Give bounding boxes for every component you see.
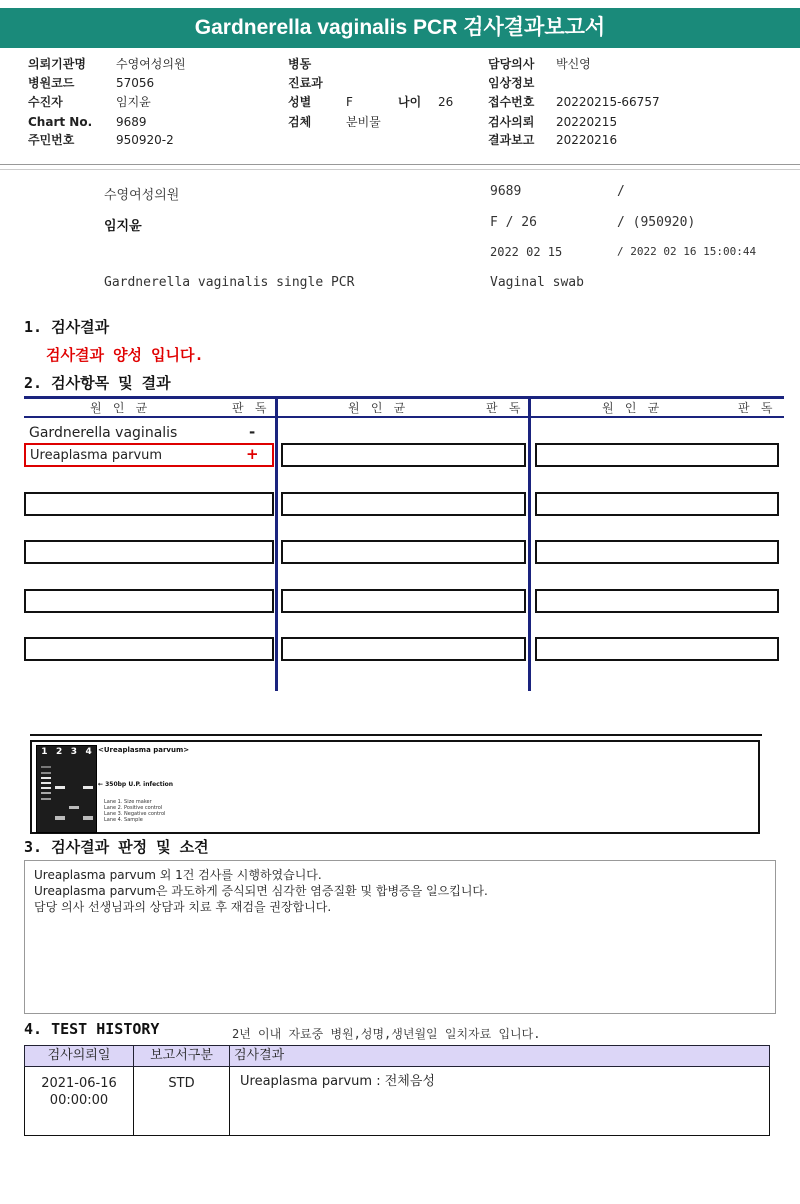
table-row bbox=[25, 1067, 770, 1136]
gel-lane-number: 3 bbox=[70, 747, 77, 757]
gel-arrow-label: ← 350bp U.P. infection bbox=[98, 781, 174, 788]
info-birth: / (950920) bbox=[617, 215, 696, 230]
result-empty-cell bbox=[281, 443, 526, 467]
gel-lane-number: 4 bbox=[85, 747, 92, 757]
gel-legend-item: Lane 3. Negative control bbox=[104, 811, 166, 817]
gel-band bbox=[83, 816, 93, 820]
col1-header-pathogen: 원 인 균 bbox=[90, 401, 150, 415]
label-department: 진료과 bbox=[288, 76, 323, 90]
label-age: 나이 bbox=[398, 95, 422, 109]
gel-legend bbox=[104, 799, 165, 823]
col2-header-judgement: 판 독 bbox=[486, 401, 523, 415]
section-1-title: 1. 검사결과 bbox=[24, 318, 110, 336]
value-resident-no: 950920-2 bbox=[116, 133, 174, 147]
result-table-header-border bbox=[24, 416, 784, 418]
result-table-divider-2 bbox=[528, 396, 531, 691]
gel-band bbox=[55, 786, 65, 789]
result-empty-cell bbox=[24, 540, 274, 564]
gel-legend-item: Lane 1. Size maker bbox=[104, 799, 152, 805]
info-sex-age: F / 26 bbox=[490, 215, 537, 230]
value-chart-no: 9689 bbox=[116, 115, 147, 129]
label-specimen: 검체 bbox=[288, 115, 312, 129]
gel-band bbox=[41, 787, 51, 789]
opinion-line: Ureaplasma parvum은 과도하게 증식되면 심각한 염증질환 및 합병증을 일으킵니다. bbox=[34, 884, 488, 898]
result-empty-cell bbox=[24, 637, 274, 661]
col1-header-judgement: 판 독 bbox=[232, 401, 269, 415]
label-chart-no: Chart No. bbox=[28, 115, 93, 129]
col2-header-pathogen: 원 인 균 bbox=[348, 401, 408, 415]
value-age: 26 bbox=[438, 95, 454, 109]
header-col-1 bbox=[28, 57, 186, 151]
result-row-1-result: - bbox=[249, 423, 256, 441]
value-receipt-no: 20220215-66757 bbox=[556, 95, 660, 109]
value-doctor: 박신영 bbox=[556, 57, 591, 71]
gel-top-rule bbox=[30, 734, 762, 736]
header-col-2 bbox=[288, 57, 453, 133]
gel-band bbox=[41, 772, 51, 774]
history-header-type: 보고서구분 bbox=[134, 1046, 230, 1067]
label-patient: 수진자 bbox=[28, 95, 63, 109]
history-cell-date bbox=[25, 1067, 134, 1136]
info-receipt-date: 2022 02 15 bbox=[490, 245, 563, 259]
label-clinical-info: 임상정보 bbox=[488, 76, 535, 90]
value-specimen: 분비물 bbox=[346, 115, 381, 129]
history-header-row bbox=[25, 1046, 770, 1067]
history-type: STD bbox=[134, 1067, 230, 1136]
col3-header-pathogen: 원 인 균 bbox=[602, 401, 662, 415]
result-empty-cell bbox=[535, 589, 779, 613]
result-empty-cell bbox=[535, 492, 779, 516]
gel-band bbox=[41, 792, 51, 794]
result-empty-cell bbox=[535, 540, 779, 564]
result-empty-cell bbox=[24, 589, 274, 613]
header-divider-2 bbox=[0, 169, 800, 170]
report-title: Gardnerella vaginalis PCR 검사결과보고서 bbox=[0, 8, 800, 48]
label-receipt-no: 접수번호 bbox=[488, 95, 535, 109]
info-test-name: Gardnerella vaginalis single PCR bbox=[104, 275, 355, 290]
gel-title: <Ureaplasma parvum> bbox=[98, 746, 190, 754]
result-table-divider-1 bbox=[275, 396, 278, 691]
col3-header-judgement: 판 독 bbox=[738, 401, 775, 415]
result-empty-cell bbox=[281, 589, 526, 613]
result-empty-cell bbox=[535, 637, 779, 661]
label-request-date: 검사의뢰 bbox=[488, 115, 535, 129]
gel-lane-number: 2 bbox=[55, 747, 63, 757]
history-header-date: 검사의뢰일 bbox=[25, 1046, 134, 1067]
info-specimen: Vaginal swab bbox=[490, 275, 584, 290]
history-header-result: 검사결과 bbox=[230, 1046, 770, 1067]
history-date: 2021-06-16 bbox=[41, 1076, 117, 1091]
label-ward: 병동 bbox=[288, 57, 312, 71]
gel-band bbox=[41, 798, 51, 800]
history-table bbox=[24, 1045, 770, 1136]
opinion-box bbox=[24, 860, 776, 1014]
info-report-datetime: / 2022 02 16 15:00:44 bbox=[617, 245, 757, 258]
result-empty-cell bbox=[281, 492, 526, 516]
section-3-title: 3. 검사결과 판정 및 소견 bbox=[24, 838, 209, 856]
gel-band bbox=[83, 786, 93, 789]
section-4-title: 4. TEST HISTORY bbox=[24, 1020, 160, 1038]
label-institution: 의뢰기관명 bbox=[28, 57, 86, 71]
history-result: Ureaplasma parvum : 전체음성 bbox=[230, 1067, 770, 1136]
gel-band bbox=[41, 782, 51, 784]
result-row-2-result: + bbox=[246, 445, 259, 463]
result-row-2-name: Ureaplasma parvum bbox=[30, 448, 163, 463]
gel-band bbox=[69, 806, 79, 809]
label-report-date: 결과보고 bbox=[488, 133, 535, 147]
opinion-line: Ureaplasma parvum 외 1건 검사를 시행하였습니다. bbox=[34, 868, 322, 882]
gel-legend-item: Lane 2. Positive control bbox=[104, 805, 163, 811]
opinion-line: 담당 의사 선생님과의 상담과 치료 후 재검을 권장합니다. bbox=[34, 900, 332, 914]
header-col-3 bbox=[488, 57, 660, 151]
gel-band bbox=[41, 777, 51, 779]
info-slash: / bbox=[617, 184, 625, 199]
value-patient: 임지윤 bbox=[116, 95, 151, 109]
history-time: 00:00:00 bbox=[49, 1093, 109, 1108]
section-1-result: 검사결과 양성 입니다. bbox=[46, 346, 204, 364]
gel-band bbox=[41, 766, 51, 768]
info-patient: 임지윤 bbox=[104, 219, 142, 234]
value-request-date: 20220215 bbox=[556, 115, 618, 129]
gel-lane-number: 1 bbox=[41, 747, 48, 757]
result-empty-cell bbox=[535, 443, 779, 467]
result-empty-cell bbox=[281, 637, 526, 661]
label-resident-no: 주민번호 bbox=[28, 133, 75, 147]
section-4-note: 2년 이내 자료중 병원,성명,생년월일 일치자료 입니다. bbox=[232, 1027, 541, 1041]
label-doctor: 담당의사 bbox=[488, 57, 535, 71]
gel-legend-item: Lane 4. Sample bbox=[104, 817, 143, 823]
header-divider bbox=[0, 164, 800, 165]
value-sex: F bbox=[346, 95, 353, 109]
section-2-title: 2. 검사항목 및 결과 bbox=[24, 374, 171, 392]
info-clinic: 수영여성의원 bbox=[104, 188, 180, 203]
gel-band bbox=[55, 816, 65, 820]
gel-image bbox=[36, 745, 97, 833]
result-row-1-name: Gardnerella vaginalis bbox=[29, 425, 178, 441]
info-chart: 9689 bbox=[490, 184, 522, 199]
value-report-date: 20220216 bbox=[556, 133, 618, 147]
value-institution: 수영여성의원 bbox=[116, 57, 186, 71]
label-sex: 성별 bbox=[288, 95, 312, 109]
value-hospital-code: 57056 bbox=[116, 76, 155, 90]
result-empty-cell bbox=[24, 492, 274, 516]
label-hospital-code: 병원코드 bbox=[28, 76, 75, 90]
result-empty-cell bbox=[281, 540, 526, 564]
